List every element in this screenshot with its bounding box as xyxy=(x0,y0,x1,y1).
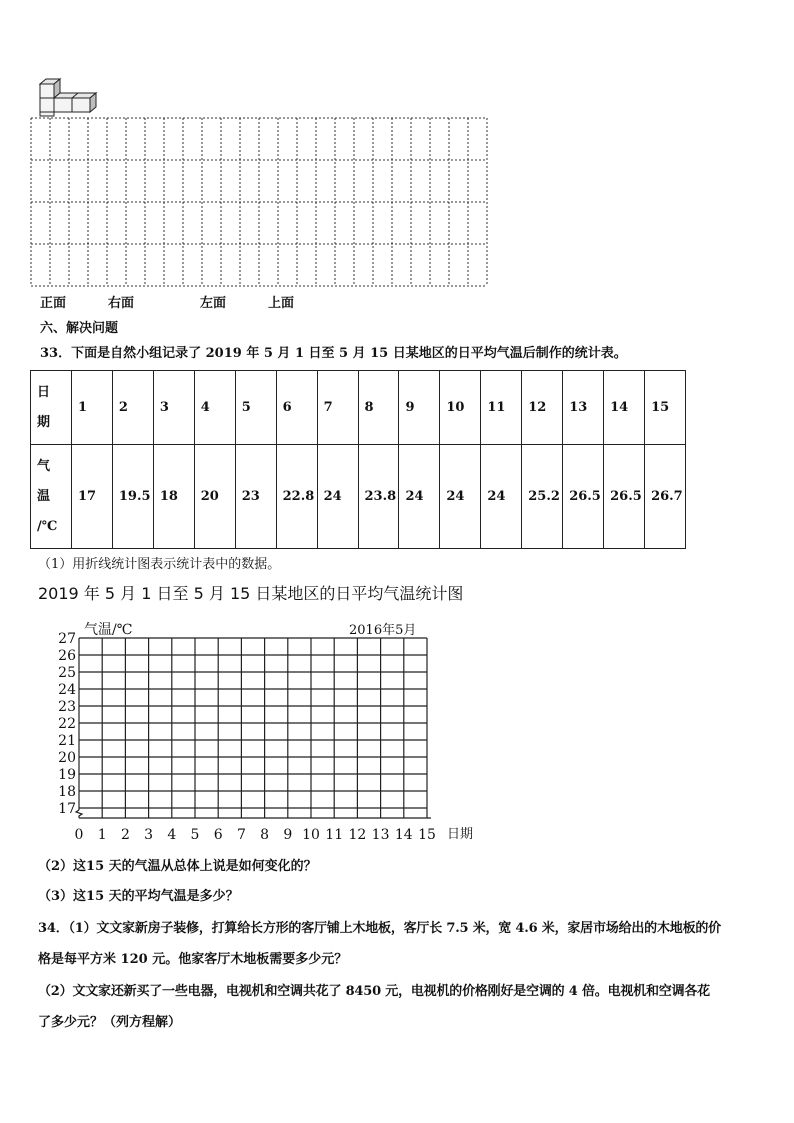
temp-cell: 19.5 xyxy=(112,445,153,549)
date-cell: 14 xyxy=(604,371,645,445)
y-tick-label: 17 xyxy=(58,801,76,817)
q34-line4: 了多少元？（列方程解） xyxy=(38,1015,182,1030)
x-tick-label: 7 xyxy=(236,827,246,843)
date-cell: 15 xyxy=(645,371,686,445)
x-tick-label: 8 xyxy=(260,827,270,843)
temp-cell: 20 xyxy=(194,445,235,549)
y-tick-label: 27 xyxy=(58,631,76,647)
y-tick-label: 18 xyxy=(58,784,76,800)
temperature-row xyxy=(31,445,686,549)
y-tick-label: 20 xyxy=(58,750,76,766)
view-drawing-grid[interactable] xyxy=(30,117,488,287)
chart-title: 2019 年 5 月 1 日至 5 月 15 日某地区的日平均气温统计图 xyxy=(38,584,464,603)
date-cell: 13 xyxy=(563,371,604,445)
temp-cell: 24 xyxy=(481,445,522,549)
y-tick-label: 19 xyxy=(58,767,76,783)
x-tick-label: 0 xyxy=(74,827,84,843)
q33-sub1: （1）用折线统计图表示统计表中的数据。 xyxy=(38,557,281,572)
y-tick-label: 22 xyxy=(58,716,76,732)
q33-sub2: （2）这15 天的气温从总体上说是如何变化的？ xyxy=(38,859,317,874)
temp-cell: 18 xyxy=(153,445,194,549)
y-tick-label: 25 xyxy=(58,665,76,681)
y-tick-label: 21 xyxy=(58,733,76,749)
date-cell: 5 xyxy=(235,371,276,445)
x-tick-label: 5 xyxy=(190,827,200,843)
y-axis-label: 气温/℃ xyxy=(84,622,133,638)
temp-cell: 26.5 xyxy=(604,445,645,549)
date-cell: 4 xyxy=(194,371,235,445)
temp-cell: 25.2 xyxy=(522,445,563,549)
q34-line3: （2）文文家还新买了一些电器，电视机和空调共花了 8450 元，电视机的价格刚好是空调的 4 倍。电视机和空调各花 xyxy=(38,984,710,999)
temperature-line-chart[interactable] xyxy=(30,612,490,848)
cube-figure xyxy=(36,76,102,118)
view-label-front: 正面 xyxy=(40,296,67,311)
date-cell: 11 xyxy=(481,371,522,445)
date-cell: 8 xyxy=(358,371,399,445)
x-tick-label: 2 xyxy=(120,827,130,843)
date-cell: 9 xyxy=(399,371,440,445)
y-tick-label: 26 xyxy=(58,648,76,664)
temp-cell: 23.8 xyxy=(358,445,399,549)
q33-prompt: 33．下面是自然小组记录了 2019 年 5 月 1 日至 5 月 15 日某地区的日平均气温后制作的统计表。 xyxy=(40,346,627,361)
date-row xyxy=(31,371,686,445)
temperature-table xyxy=(30,370,686,549)
axis-break-mark xyxy=(76,810,82,818)
x-tick-label: 3 xyxy=(144,827,154,843)
temp-cell: 23 xyxy=(235,445,276,549)
date-cell: 10 xyxy=(440,371,481,445)
date-cell: 6 xyxy=(276,371,317,445)
chart-annotation: 2016年5月 xyxy=(349,623,417,638)
temp-cell: 24 xyxy=(317,445,358,549)
x-tick-label: 6 xyxy=(213,827,223,843)
temp-header-cell: 气 温 /℃ xyxy=(31,445,72,549)
y-tick-label: 23 xyxy=(58,699,76,715)
x-tick-label: 11 xyxy=(325,827,344,843)
temp-cell: 17 xyxy=(71,445,112,549)
x-tick-label: 1 xyxy=(97,827,107,843)
date-header-cell: 日 期 xyxy=(31,371,72,445)
q34-line1: 34．（1）文文家新房子装修，打算给长方形的客厅铺上木地板，客厅长 7.5 米，宽 4.6 米，家居市场给出的木地板的价 xyxy=(38,921,721,936)
temp-cell: 24 xyxy=(440,445,481,549)
x-tick-label: 15 xyxy=(418,827,436,843)
view-label-top: 上面 xyxy=(268,296,295,311)
date-cell: 2 xyxy=(112,371,153,445)
x-tick-label: 10 xyxy=(302,827,320,843)
x-tick-label: 13 xyxy=(371,827,390,843)
x-axis-label: 日期 xyxy=(447,827,474,842)
x-tick-label: 14 xyxy=(394,827,413,843)
date-cell: 3 xyxy=(153,371,194,445)
view-label-right: 右面 xyxy=(108,296,135,311)
q34-line2: 格是每平方米 120 元。他家客厅木地板需要多少元？ xyxy=(38,952,348,967)
q33-sub3: （3）这15 天的平均气温是多少？ xyxy=(38,889,239,904)
view-label-left: 左面 xyxy=(200,296,227,311)
temp-cell: 26.7 xyxy=(645,445,686,549)
x-tick-label: 4 xyxy=(167,827,177,843)
y-tick-label: 24 xyxy=(58,682,76,698)
temp-cell: 24 xyxy=(399,445,440,549)
date-cell: 1 xyxy=(71,371,112,445)
date-cell: 12 xyxy=(522,371,563,445)
date-cell: 7 xyxy=(317,371,358,445)
section-title: 六、解决问题 xyxy=(40,321,119,336)
temp-cell: 22.8 xyxy=(276,445,317,549)
x-tick-label: 9 xyxy=(283,827,293,843)
temp-cell: 26.5 xyxy=(563,445,604,549)
x-tick-label: 12 xyxy=(348,827,367,843)
